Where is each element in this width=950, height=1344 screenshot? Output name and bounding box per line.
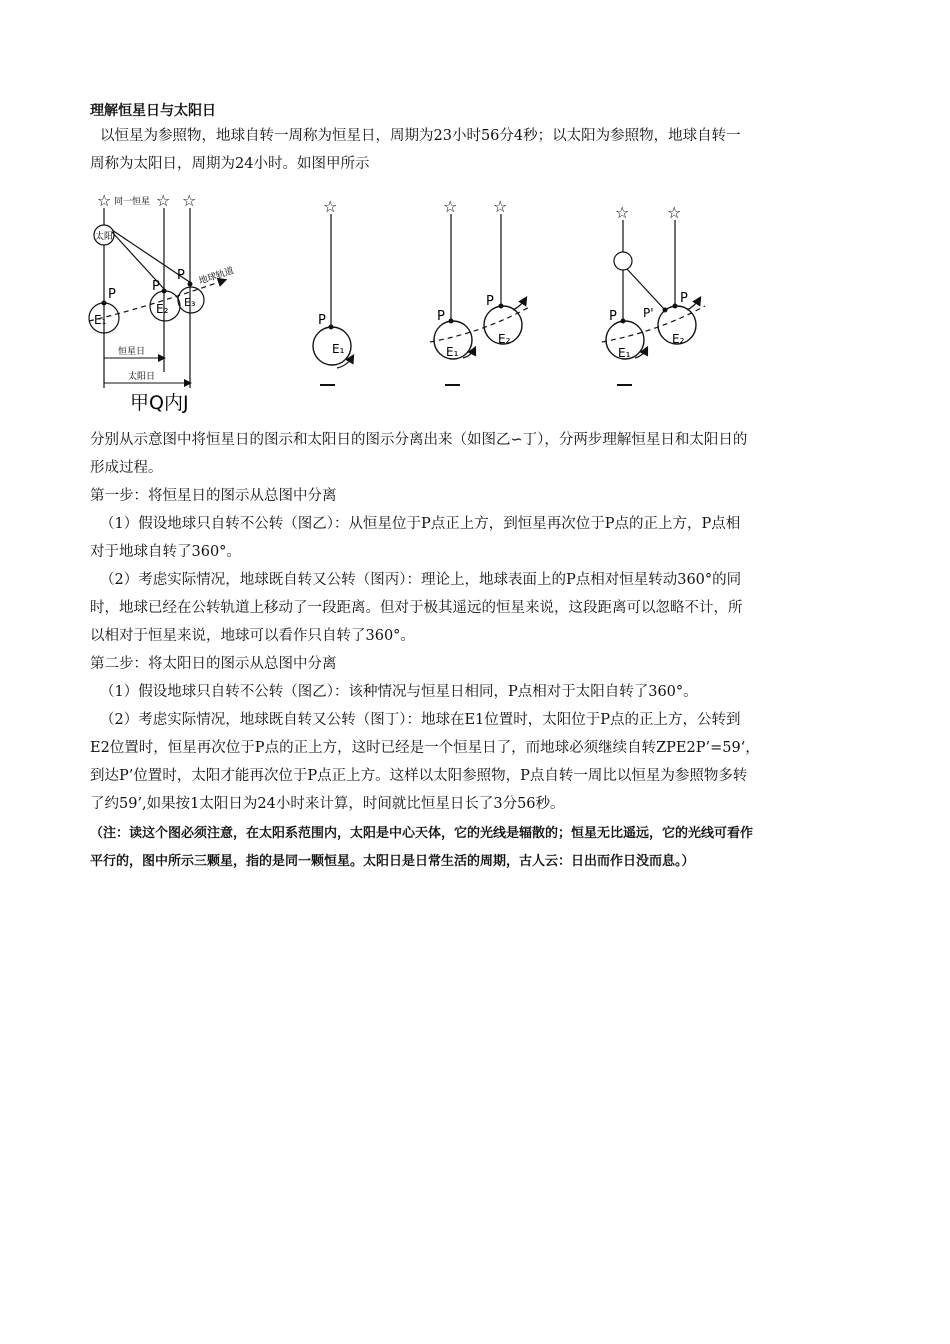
point-p-label: P (609, 309, 617, 324)
step-1-heading: 第一步：将恒星日的图示从总图中分离 (90, 488, 337, 504)
step-1-item-2-line-1: （2）考虑实际情况，地球既自转又公转（图丙）：理论上，地球表面上的P点相对恒星转动360°的同 (100, 572, 742, 588)
point-p-label: P (177, 268, 185, 283)
paragraph-1-line-1: 分别从示意图中将恒星日的图示和太阳日的图示分离出来（如图乙∽丁），分两步理解恒星日和太阳日的 (90, 432, 748, 448)
paragraph-1-line-2: 形成过程。 (90, 460, 163, 476)
sun-label: 太阳 (95, 232, 114, 242)
step-2-heading: 第二步：将太阳日的图示从总图中分离 (90, 656, 337, 672)
e1-label: E₁ (94, 313, 107, 327)
same-star-label: 同一恒星 (114, 197, 151, 207)
star-icon: ☆ (182, 191, 197, 210)
e1-label: E₁ (618, 346, 631, 360)
step-2-item-2-line-2: E2位置时，恒星再次位于P点的正上方，这时已经是一个恒星日了，而地球必须继续自转ZPE2P’=59‘， (90, 740, 760, 756)
e2-label: E₂ (672, 332, 685, 346)
star-icon: ☆ (493, 197, 508, 216)
star-icon: ☆ (156, 191, 171, 210)
step-1-item-2-line-2: 时，地球已经在公转轨道上移动了一段距离。但对于极其遥远的恒星来说，这段距离可以忽略不计，所 (90, 600, 743, 616)
point-p-label: P (318, 313, 326, 328)
page-title: 理解恒星日与太阳日 (90, 103, 216, 119)
intro-line-2: 周称为太阳日，周期为24小时。如图甲所示 (90, 156, 370, 172)
step-2-item-2-line-1: （2）考虑实际情况，地球既自转又公转（图丁）：地球在E1位置时，太阳位于P点的正上方，公转到 (100, 712, 741, 728)
step-2-item-2-line-3: 到达P’位置时，太阳才能再次位于P点正上方。这样以太阳参照物，P点自转一周比以恒星为参照物多转 (90, 768, 748, 784)
star-icon: ☆ (667, 203, 682, 222)
point-p-prime-label: P' (643, 306, 654, 320)
step-2-item-1: （1）假设地球只自转不公转（图乙）：该种情况与恒星日相同，P点相对于太阳自转了360°。 (100, 684, 698, 700)
figure-bing (430, 197, 531, 385)
e2-label: E₂ (156, 302, 169, 316)
figure-caption: 甲Q内J (130, 392, 189, 414)
note-line-1: （注：读这个图必须注意，在太阳系范围内，太阳是中心天体，它的光线是辐散的；恒星无比遥远，它的光线可看作 (90, 826, 754, 841)
point-p-label: P (108, 287, 116, 302)
figure-yi (313, 197, 353, 385)
step-1-item-1-line-1: （1）假设地球只自转不公转（图乙）：从恒星位于P点正上方，到恒星再次位于P点的正上方，P点相 (100, 516, 741, 532)
solar-day-label: 太阳日 (128, 372, 156, 382)
point-p-label: P (680, 291, 688, 306)
sun-symbol (614, 252, 632, 270)
step-1-item-1-line-2: 对于地球自转了360°。 (90, 544, 241, 560)
e2-label: E₂ (498, 332, 511, 346)
intro-line-1: 以恒星为参照物，地球自转一周称为恒星日，周期为23小时56分4秒；以太阳为参照物，地球自转一 (100, 128, 741, 144)
star-icon: ☆ (443, 197, 458, 216)
note-line-2: 平行的，图中所示三颗星，指的是同一颗恒星。太阳日是日常生活的周期，古人云：日出而作日没而息。） (90, 854, 695, 869)
e1-label: E₁ (446, 345, 459, 359)
figure-jia (89, 191, 235, 414)
star-icon: ☆ (323, 197, 338, 216)
orbit-label: 地球轨道 (197, 266, 236, 287)
sidereal-day-label: 恒星日 (118, 347, 146, 357)
point-p-label: P (486, 294, 494, 309)
earth-rotation-figure (85, 180, 725, 416)
figure-ding (602, 203, 705, 385)
e1-label: E₁ (332, 342, 345, 356)
point-p-label: P (437, 309, 445, 324)
e3-label: E₃ (184, 296, 196, 309)
step-2-item-2-line-4: 了约59’,如果按1太阳日为24小时来计算，时间就比恒星日长了3分56秒。 (90, 796, 565, 812)
point-p-label: P (152, 279, 160, 294)
star-icon: ☆ (97, 191, 112, 210)
star-icon: ☆ (615, 203, 630, 222)
step-1-item-2-line-3: 以相对于恒星来说，地球可以看作只自转了360°。 (90, 628, 415, 644)
